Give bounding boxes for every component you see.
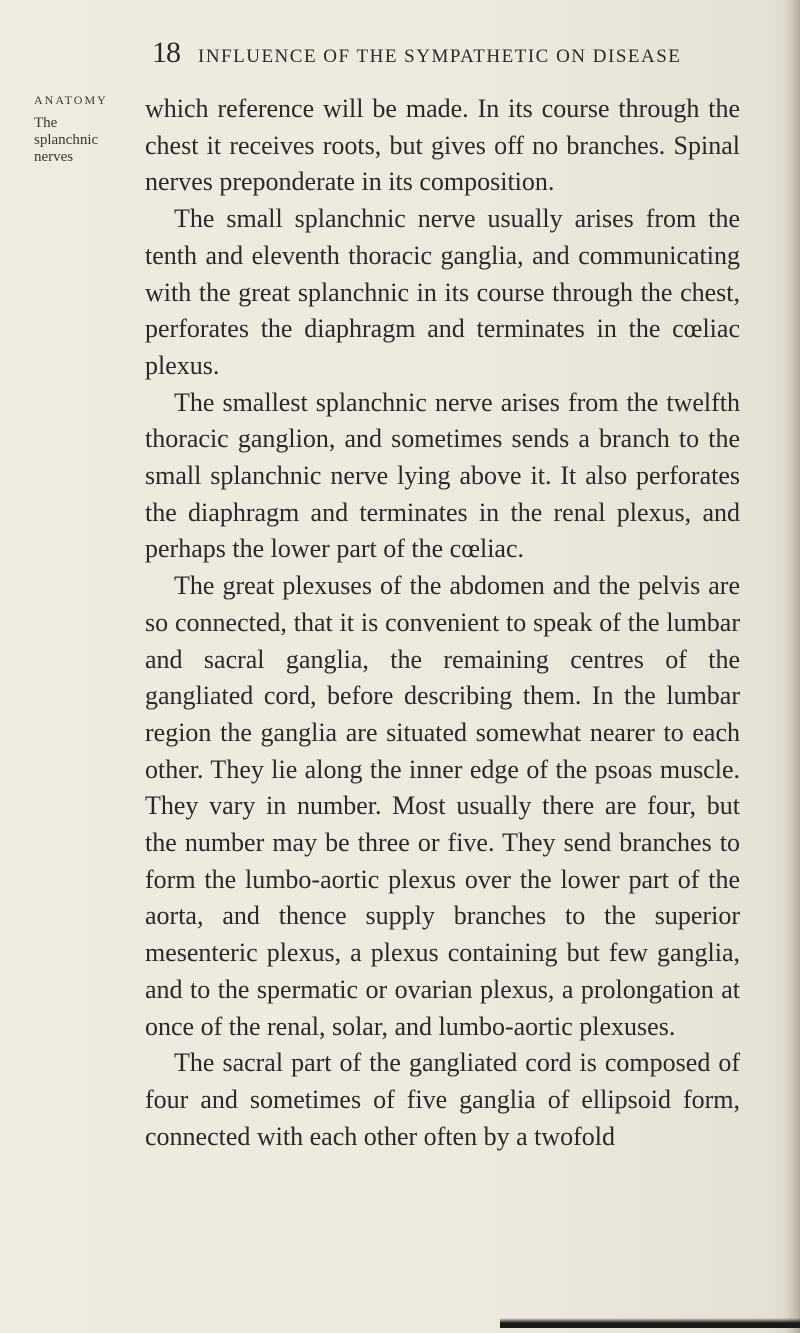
page-number: 18 (152, 36, 180, 69)
marginal-notes (34, 92, 134, 166)
margin-topic-line: splanchnic (34, 132, 99, 148)
running-title: INFLUENCE OF THE SYMPATHETIC ON DISEASE (198, 46, 682, 67)
margin-topic-line: nerves (34, 149, 74, 165)
margin-topic-line: The (34, 115, 58, 131)
paragraph: The smallest splanchnic nerve arises from the twelfth thoracic ganglion, and sometimes sends a branch to the small splanchnic nerve lying above it. It also perforates the diaphragm and terminates in the renal plexus, and perhaps the lower part of the cœliac. (145, 387, 740, 564)
paragraph: The small splanchnic nerve usually arises from the tenth and eleventh thoracic ganglia, and communicating with the great splanchnic in its course through the chest, perforates the diaphragm and terminates in the cœliac plexus. (145, 204, 740, 380)
margin-section-label: ANATOMY (34, 93, 108, 107)
scan-bottom-edge (500, 1318, 800, 1328)
paragraph: The great plexuses of the abdomen and the pelvis are so connected, that it is convenient to speak of the lumbar and sacral ganglia, the remaining centres of the gangliated cord, before describing them. In the lumbar region the ganglia are situated somewhat nearer to each other. They lie along the inner edge of the psoas muscle. They vary in number. Most usually there are four, but the number may be three or five. They send branches to form the lumbo-aortic plexus over the lower part of the aorta, and thence supply branches to the superior mesenteric plexus, a plexus containing but few ganglia, and to the spermatic or ovarian plexus, a prolongation at once of the renal, solar, and lumbo-aortic plexuses. (145, 571, 740, 1041)
body-text (145, 91, 740, 1155)
paragraph: The sacral part of the gangliated cord is composed of four and sometimes of five ganglia of ellipsoid form, connected with each other often by a twofold (145, 1048, 740, 1151)
paragraph: which reference will be made. In its course through the chest it receives roots, but gives off no branches. Spinal nerves preponderate in its composition. (145, 94, 740, 197)
running-header (152, 36, 681, 70)
page-edge-shadow (786, 0, 800, 1333)
